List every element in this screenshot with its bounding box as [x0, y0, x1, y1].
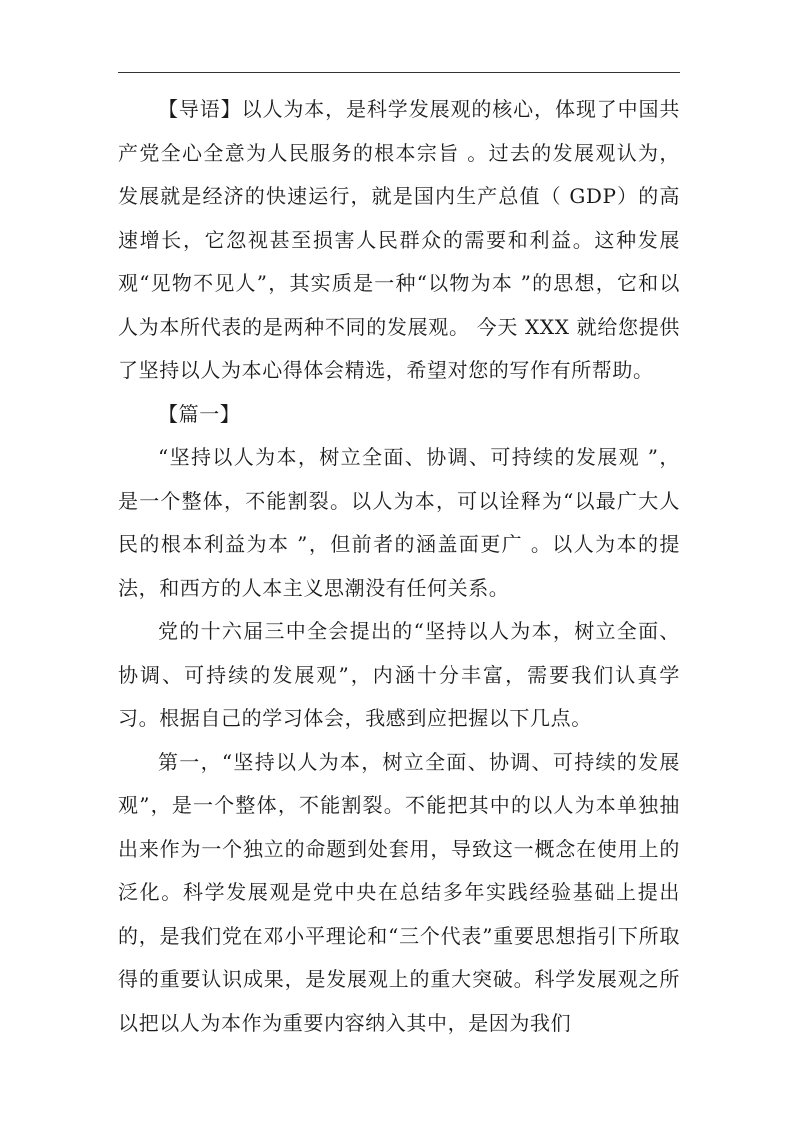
document-body	[118, 88, 680, 1045]
header-rule	[118, 72, 680, 73]
section-heading: 【篇一】	[158, 401, 241, 426]
intro-paragraph: 【导语】以人为本，是科学发展观的核心，体现了中国共产党全心全意为人民服务的根本宗旨 。过去的发展观认为，发展就是经济的快速运行，就是国内生产总值（ GDP）的高速增长，它忽视甚至损害人民群众的需要和利益。这种发展观“见物不见人”，其实质是一种“以物为本 ”的思想，它和以人为本所代表的是两种不同的发展观。 今天 XXX 就给您提供了坚持以人为本心得体会精选，希望对您的写作有所帮助。	[118, 97, 680, 382]
body-paragraph: 第一，“坚持以人为本，树立全面、协调、可持续的发展观”，是一个整体，不能割裂。不能把其中的以人为本单独抽出来作为一个独立的命题到处套用，导致这一概念在使用上的泛化。科学发展观是党中央在总结多年实践经验基础上提出的，是我们党在邓小平理论和“三个代表”重要思想指引下所取得的重要认识成果，是发展观上的重大突破。科学发展观之所以把以人为本作为重要内容纳入其中，是因为我们	[118, 749, 680, 1035]
body-paragraph: “坚持以人为本，树立全面、协调、可持续的发展观 ”，是一个整体，不能割裂。以人为本，可以诠释为“以最广大人民的根本利益为本 ”，但前者的涵盖面更广 。以人为本的提法，和西方的人本主义思潮没有任何关系。	[118, 445, 680, 600]
body-paragraph: 党的十六届三中全会提出的“坚持以人为本，树立全面、协调、可持续的发展观”，内涵十分丰富，需要我们认真学习。根据自己的学习体会，我感到应把握以下几点。	[118, 619, 680, 730]
